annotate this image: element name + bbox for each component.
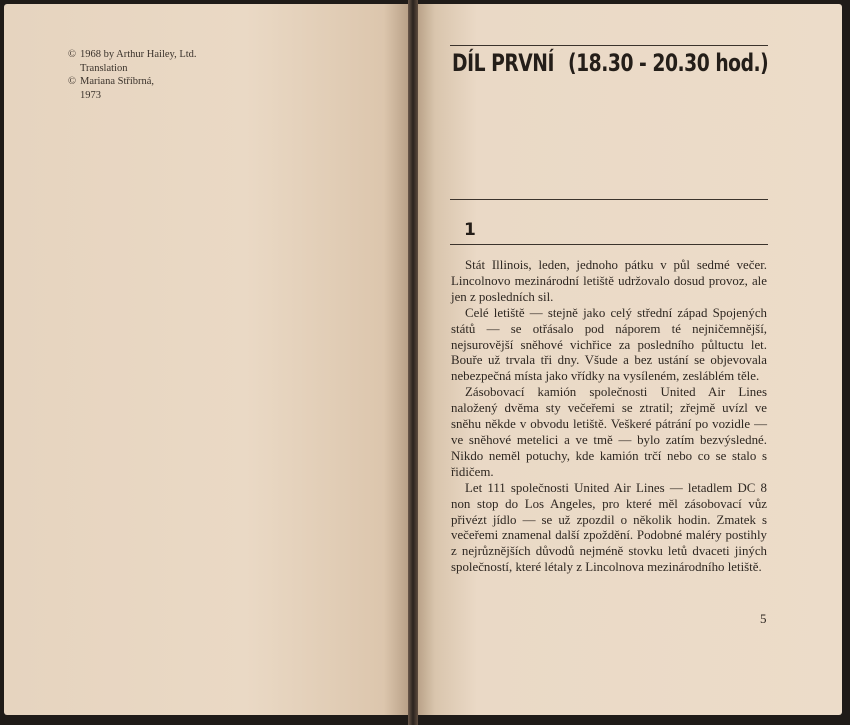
chapter-rule-top (450, 199, 768, 200)
part-time: (18.30 - 20.30 hod.) (568, 49, 769, 77)
copyright-line (68, 89, 197, 103)
chapter-rule-bottom (450, 244, 768, 245)
paragraph: Let 111 společnosti United Air Lines — letadlem DC 8 non stop do Los Angeles, pro které měl zásobovací vůz přivézt jídlo — se už zpozdil o několik hodin. Zmatek s večeřemi znamenal další zpoždění. Podobné maléry postihly z nejrůznějších důvodů nejméně stovku letů dvaceti jiných společností, které létaly z Lincolnova mezinárodního letiště. (451, 480, 767, 575)
paragraph: Celé letiště — stejně jako celý střední západ Spojených států — se otřásalo pod náporem té nejničemnější, nejsurovější sněhové vichřice za posledního půltuctu let. Bouře už trvala tři dny. Všude a bez ustání se objevovala nebezpečná místa jako vřídky na vysíleném, zesláblém těle. (451, 305, 767, 384)
copyright-text: 1973 (80, 89, 101, 101)
copyright-text: Translation (80, 62, 128, 74)
copyright-line (68, 48, 197, 62)
top-rule (450, 45, 768, 46)
paragraph: Stát Illinois, leden, jednoho pátku v půl sedmé večer. Lincolnovo mezinárodní letiště udržovalo dosud provoz, ale jen z posledních sil. (451, 258, 767, 304)
copyright-line (68, 75, 197, 89)
copyright-symbol: © (68, 49, 76, 60)
copyright-notice (68, 48, 197, 102)
left-page (4, 4, 408, 715)
paragraph: Zásobovací kamión společnosti United Air Lines naložený dvěma sty večeřemi se ztratil; zřejmě uvízl ve sněhu někde v obvodu letiště. Veškeré pátrání po vozidle — ve sněhové metelici a ve tmě — bylo zatím bezvýsledné. Nikdo neměl potuchy, kde kamión trčí nebo co se stalo s řidičem. (451, 385, 767, 479)
chapter-number: 1 (464, 220, 476, 240)
copyright-line (68, 62, 197, 76)
book-gutter (408, 0, 418, 725)
copyright-symbol: © (68, 76, 76, 87)
copyright-text: 1968 by Arthur Hailey, Ltd. (80, 49, 197, 60)
part-title (452, 49, 768, 77)
page-number: 5 (760, 611, 767, 626)
chapter-body (451, 258, 767, 576)
copyright-text: Mariana Stříbrná, (80, 76, 155, 87)
part-title-label: DÍL PRVNÍ (452, 49, 554, 77)
